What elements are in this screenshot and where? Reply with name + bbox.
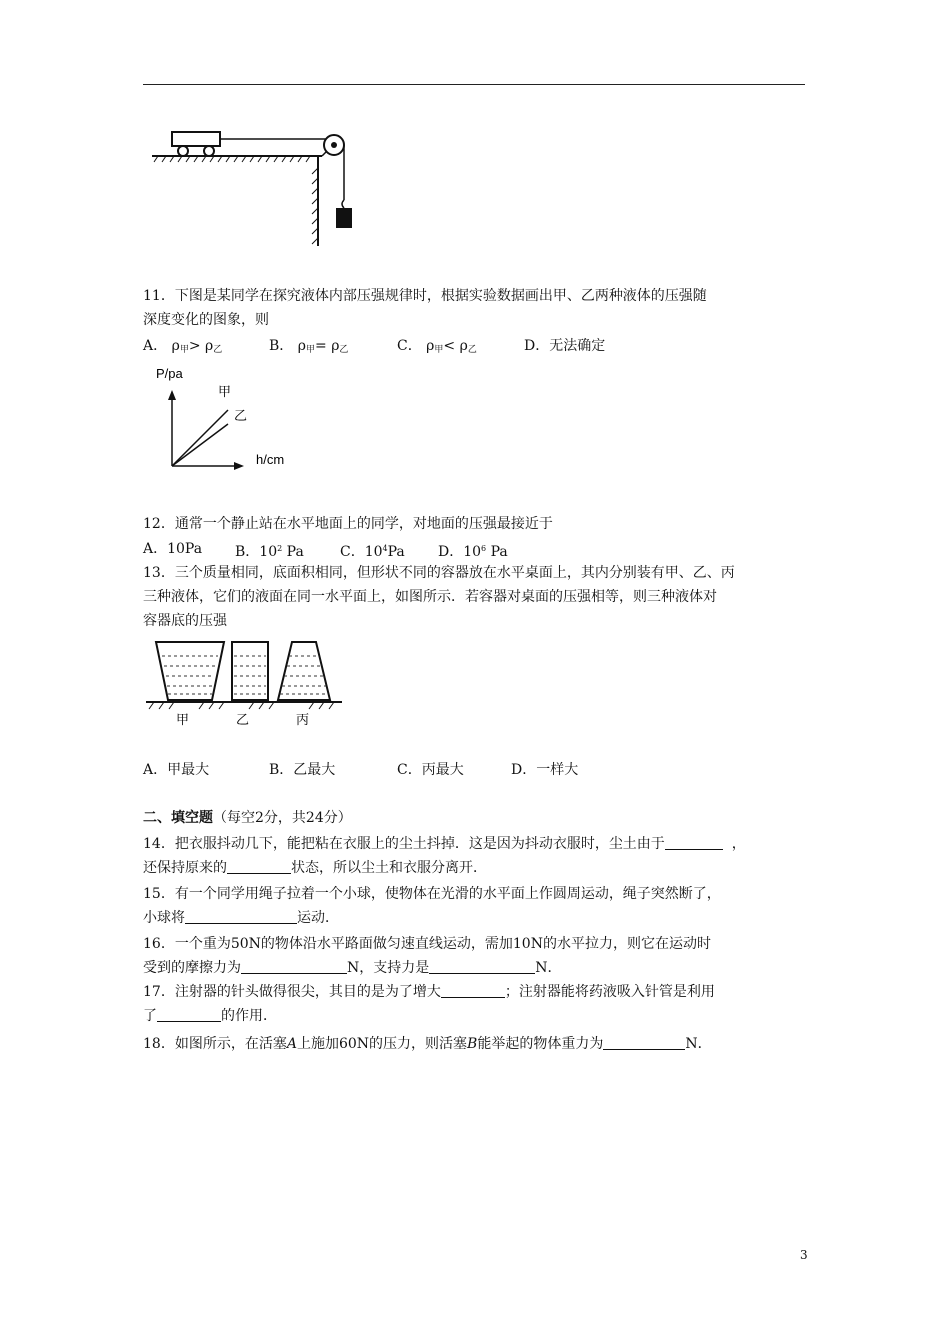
q12-stem: 12．通常一个静止站在水平地面上的同学，对地面的压强最接近于 [143,516,553,532]
q17-blank-1[interactable] [441,983,505,998]
q11-line2: 深度变化的图象，则 [143,312,269,328]
y-axis-arrow [168,390,176,400]
q12-option-c[interactable]: C．$10^4Pa$ [340,544,405,560]
q17-blank-2[interactable] [157,1007,221,1022]
cart-pulley-figure [152,128,362,248]
q17-line1: 17．注射器的针头做得很尖，其目的是为了增大 ；注射器能将药液吸入针管是利用 [143,984,715,1000]
series-line-0 [172,410,228,466]
q15-line2: 小球将 运动． [143,910,339,926]
q11-option-b[interactable]: B． $\rho_甲= \rho_乙$ [269,338,349,355]
x-axis-label: h/cm [256,452,285,467]
container-label-bing: 丙 [296,713,310,728]
q15-line1: 15．有一个同学用绳子拉着一个小球，使物体在光滑的水平面上作圆周运动，绳子突然断了， [143,886,721,902]
q13-option-a[interactable]: A．甲最大 [143,762,210,778]
q12-option-b[interactable]: B．$10^2$ Pa [235,544,304,560]
q13-line1: 13．三个质量相同，底面积相同，但形状不同的容器放在水平桌面上，其内分别装有甲、乙、丙 [143,565,735,581]
q11-option-c[interactable]: C． $\rho_甲< \rho_乙$ [397,338,477,355]
q13-option-c[interactable]: C．丙最大 [397,762,464,778]
q16-blank-1[interactable] [241,959,347,974]
container-yi [232,642,268,700]
q17-line2: 了 的作用． [143,1008,277,1024]
q13-option-b[interactable]: B．乙最大 [269,762,336,778]
q12-option-d[interactable]: D．$10^6$ Pa [438,544,508,560]
container-label-jia: 甲 [176,713,190,728]
q16-line2: 受到的摩擦力为 N，支持力是 N． [143,960,562,976]
containers-figure [146,636,346,728]
series-line-1 [172,424,228,466]
q16-line1: 16．一个重为50N的物体沿水平路面做匀速直线运动，需加10N的水平拉力，则它在运动时 [143,936,711,952]
page-number: 3 [800,1248,808,1262]
x-axis-arrow [234,462,244,470]
container-label-yi: 乙 [236,713,250,728]
q16-blank-2[interactable] [429,959,535,974]
q15-blank[interactable] [185,909,297,924]
q11-option-a[interactable]: A． $\rho_甲> \rho_乙$ [143,338,223,355]
q14-blank-2[interactable] [227,859,291,874]
q13-option-d[interactable]: D．一样大 [511,762,579,778]
q18-line: 18．如图所示，在活塞A上施加60N的压力，则活塞B能举起的物体重力为 N． [143,1036,712,1052]
pressure-depth-chart [150,364,310,474]
q12-option-a[interactable]: A．10Pa [143,541,203,557]
q14-line1: 14．把衣服抖动几下，能把粘在衣服上的尘土抖掉．这是因为抖动衣服时，尘土由于 ， [143,836,746,852]
q14-blank-1[interactable] [665,835,723,850]
q18-blank[interactable] [603,1035,685,1050]
container-bing [278,642,330,700]
q11-line1: 11．下图是某同学在探究液体内部压强规律时，根据实验数据画出甲、乙两种液体的压强随 [143,288,707,304]
series-label-0: 甲 [218,385,232,400]
q11-option-d[interactable]: D．无法确定 [524,338,606,354]
q13-line3: 容器底的压强 [143,613,227,629]
q14-line2: 还保持原来的 状态，所以尘土和衣服分离开． [143,860,487,876]
y-axis-label: P/pa [156,366,183,381]
q13-line2: 三种液体，它们的液面在同一水平面上，如图所示．若容器对桌面的压强相等，则三种液体对 [143,589,717,605]
series-label-1: 乙 [234,409,248,424]
header-rule [143,84,805,85]
section2-heading: 二、填空题（每空2分，共24分） [143,810,352,826]
container-jia [156,642,224,700]
